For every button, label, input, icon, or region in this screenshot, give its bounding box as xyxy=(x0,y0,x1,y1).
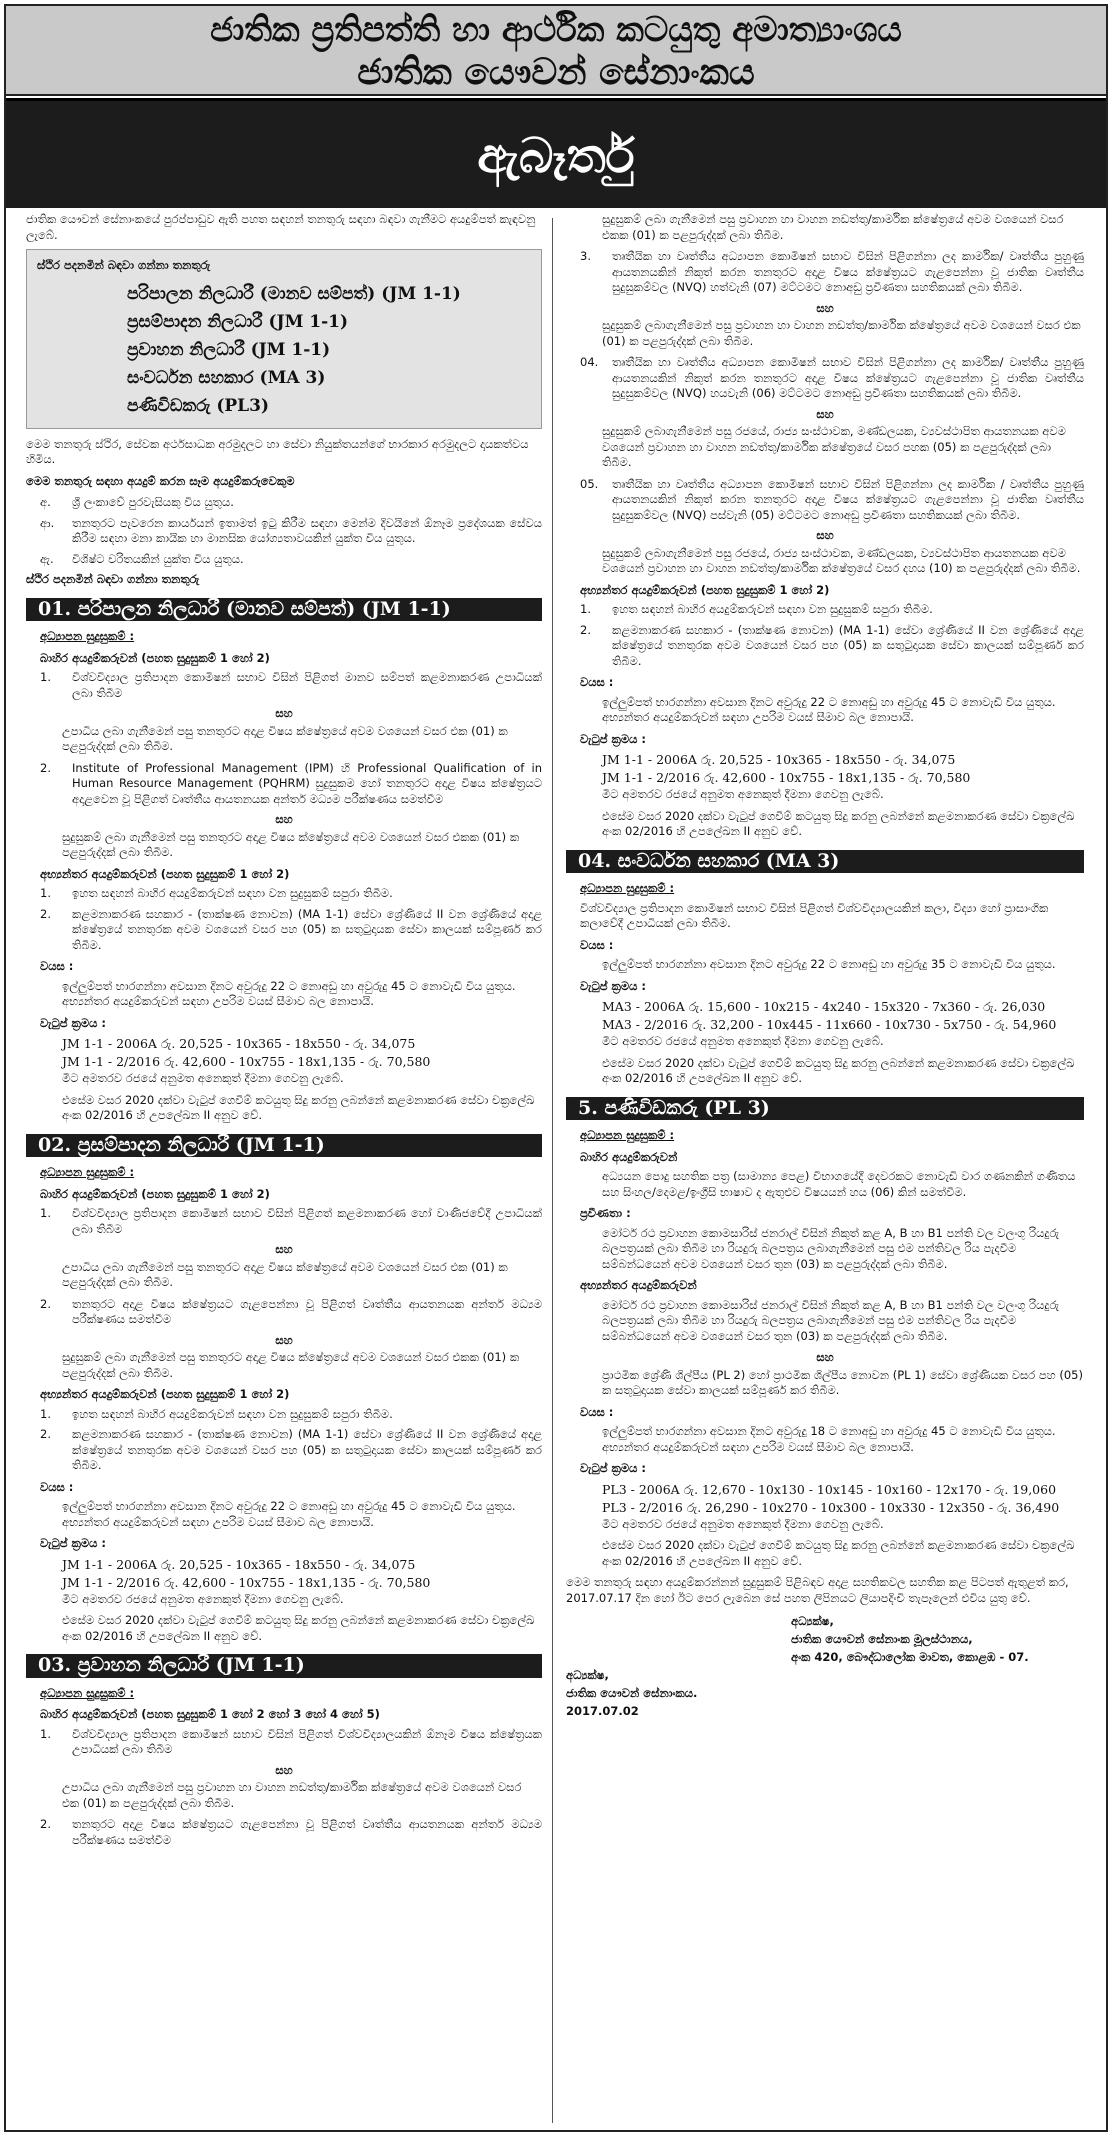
qualification-extra: සුදුසුකම් ලබාගැනීමෙන් පසු රජයේ, රාජ්‍ය සංස්ථාවක, මණ්ඩලයක, ව්‍යවස්ථාපිත ආයතනයක අවම වශයෙන් ප්‍රවාහන හා වාහන නඩත්තු/කාර්මික ක්ෂේත්‍රයේ වසර දහය (10) ක පළපුරුද්දක් ලබා තිබීම. xyxy=(602,545,1081,575)
proficiency-text: මෝටර් රථ ප්‍රවාහන කොමසාරිස් ජනරාල් විසින් නිකුත් කළ A, B හා B1 පන්ති වල වලංගු රියදුරු බලපත්‍රයක් ලබා තිබීම හා රියදුරු බලපත්‍රය ලබාගැනීමෙන් පසු එම පන්තිවල රිය පැදවීම සම්බන්ධයෙන් අවම වශයෙන් වසර තුන (03) ක පළපුරුද්දක් ලබා තිබීම. xyxy=(602,1225,1060,1271)
council-title: ජාතික යෞවන් සේනාංකය xyxy=(357,51,755,93)
notice-title: ඇබෑර්තු xyxy=(6,98,1106,208)
post-item: ප්‍රවාහන නිලධාරී (JM 1-1) xyxy=(127,339,331,360)
post-item: ප්‍රසම්පාදන නිලධාරී (JM 1-1) xyxy=(127,311,349,332)
salary-note: එසේම වසර 2020 දක්වා වැටුප් ගෙවීම් කටයුතු සිදු කරනු ලබන්නේ කළමනාකරණ සේවා චක්‍රලේඛ අංක 02/2016 හි උපලේඛන II අනුව වේ. xyxy=(602,808,1075,838)
address-line: ජාතික යෞවන් සේනාංක මූලස්ථානය, xyxy=(791,1632,973,1646)
salary-heading: වැටුප් ක්‍රමය : xyxy=(40,1536,107,1550)
internal-item: 1. ඉහත සඳහන් බාහිර අයදුම්කරුවන් සඳහා වන සුදුසුකම් සපුරා තිබීම. xyxy=(40,886,393,900)
salary-line: JM 1-1 - 2006A රු. 20,525 - 10x365 - 18x550 - රු. 34,075 xyxy=(62,1036,416,1051)
signature-title: අධ්‍යක්ෂ, xyxy=(566,1668,609,1682)
salary-note: මීට අමතරව රජයේ අනුමත අනෙකුත් දීමනා ගෙවනු ලැබේ. xyxy=(602,1516,884,1531)
post-item: සංවර්ධන සහකාර (MA 3) xyxy=(127,367,326,388)
internal-heading: අභ්‍යන්තර අයදුම්කරුවන් (පහත සුදුසුකම් 1 හෝ 2) xyxy=(40,866,290,881)
signature-block xyxy=(566,1666,1084,1720)
age-text: ඉල්ලුම්පත් භාරගන්නා අවසාන දිනට අවුරුදු 22 ට නොඅඩු හා අවුරුදු 45 ට නොවැඩි විය යුතුය. අභ්‍යන්තර අයදුම්කරුවන් සඳහා උපරිම වයස් සීමාව බල නොපායි. xyxy=(602,694,1056,724)
salary-heading: වැටුප් ක්‍රමය : xyxy=(40,1015,107,1030)
salary-line: JM 1-1 - 2/2016 රු. 42,600 - 10x755 - 18x1,135 - රු. 70,580 xyxy=(62,1574,431,1590)
age-heading: වයස : xyxy=(580,675,614,689)
age-text: ඉල්ලුම්පත් භාරගන්නා අවසාන දිනට අවුරුදු 22 ට නොඅඩු හා අවුරුදු 35 ට නොවැඩි විය යුතුය. xyxy=(602,957,1056,971)
age-text: ඉල්ලුම්පත් භාරගන්නා අවසාන දිනට අවුරුදු 22 ට නොඅඩු හා අවුරුදු 45 ට නොවැඩි විය යුතුය. අභ්‍යන්තර අයදුම්කරුවන් සඳහා උපරිම වයස් සීමාව බල නොපායි. xyxy=(62,1499,516,1529)
and-label: සහ xyxy=(275,1242,293,1256)
age-text: ඉල්ලුම්පත් භාරගන්නා අවසාන දිනට අවුරුදු 22 ට නොඅඩු හා අවුරුදු 45 ට නොවැඩි විය යුතුය. අභ්‍යන්තර අයදුම්කරුවන් සඳහා උපරිම වයස් සීමාව බල නොපායි. xyxy=(62,978,516,1008)
age-heading: වයස : xyxy=(580,1404,614,1419)
closing-text: මෙම තනතුරු සඳහා අයදුම්කරන්නන් සුදුසුකම් පිළිබඳව අදාළ සහතිකවල සහතික කළ පිටපත් ඇතුළත් කර, 2017.07.17 දින හෝ ඊට පෙර ලැබෙන සේ පහත ලිපිනයට ලියාපදිංචි තැපෑලෙන් එවිය යුතු වේ. xyxy=(566,1575,1069,1605)
section-1-title: 01. පරිපාලන නිලධාරී (මානව සම්පත්) (JM 1-1) xyxy=(26,598,542,622)
intro-text: ජාතික යෞවන් සේනාංකයේ පුරප්පාඩුව ඇති පහත සඳහන් තනතුරු සඳහා බඳවා ගැනීමට අයදුම්පත් කැඳවනු ලැබේ. xyxy=(26,212,536,242)
external-heading: බාහිර අයදුම්කරුවන් (පහත සුදුසුකම් 1 හෝ 2) xyxy=(40,1186,270,1201)
qualification-extra: සුදුසුකම් ලබා ගැනීමෙන් පසු තනතුරට අදාළ විෂය ක්ෂේත්‍රයේ අවම වශයෙන් වසර එකක (01) ක පළපුරුද්දක් ලබා තිබීම. xyxy=(62,829,520,859)
salary-note: එසේම වසර 2020 දක්වා වැටුප් ගෙවීම් කටයුතු සිදු කරනු ලබන්නේ කළමනාකරණ සේවා චක්‍රලේඛ අංක 02/2016 හි උපලේඛන II අනුව වේ. xyxy=(602,1538,1075,1568)
salary-note: මීට අමතරව රජයේ අනුමත අනෙකුත් දීමනා ගෙවනු ලැබේ. xyxy=(62,1591,344,1606)
notice-banner xyxy=(6,98,1106,208)
qualification-extra: උපාධිය ලබා ගැනීමෙන් පසු ප්‍රවාහන හා වාහන නඩත්තු/කාර්මික ක්ෂේත්‍රයේ අවම වශයෙන් වසර එක (01) ක පළපුරුද්දක් ලබා තිබීම. xyxy=(62,1780,522,1810)
advertisement-page xyxy=(4,4,1108,2132)
general-item: ඇ. විශිෂ්ට චරිතයකින් යුක්ත විය යුතුය. xyxy=(40,551,244,566)
content xyxy=(6,212,1106,2132)
address-line: අධ්‍යක්ෂ, xyxy=(791,1614,834,1628)
salary-heading: වැටුප් ක්‍රමය : xyxy=(580,731,647,746)
external-text: අධ්‍යයන පොදු සහතික පත්‍ර (සාමාන්‍ය පෙළ) විභාගයේදී දෙවරකට නොවැඩි වාර ගණනකින් ගණිතය සහ සිංහල/දෙමළ/ඉංග්‍රීසි භාෂාව ද ඇතුළුව විෂයයන් හය (06) කින් සමත්වීම. xyxy=(602,1169,1076,1199)
qualification-item: 2. තනතුරට අදාළ විෂය ක්ෂේත්‍රයට ගැළපෙන්නා වූ පිළිගත් වෘත්තීය ආයතනයක අන්තර් මධ්‍යම පරීක්ෂණය සමත්වීම xyxy=(40,1817,542,1847)
qualification-extra: සුදුසුකම් ලබා ගැනීමෙන් පසු ප්‍රවාහන හා වාහන නඩත්තු/කාර්මික ක්ෂේත්‍රයේ අවම වශයෙන් වසර එකක (01) ක පළපුරුද්දක් ලබා තිබීම. xyxy=(602,212,1064,242)
proficiency-heading: ප්‍රවීණතා : xyxy=(580,1206,631,1220)
and-label: සහ xyxy=(816,528,834,542)
salary-note: මීට අමතරව රජයේ අනුමත අනෙකුත් දීමනා ගෙවනු ලැබේ. xyxy=(62,1071,344,1085)
salary-note: මීට අමතරව රජයේ අනුමත අනෙකුත් දීමනා ගෙවනු ලැබේ. xyxy=(602,787,884,801)
age-heading: වයස : xyxy=(40,1479,74,1494)
salary-heading: වැටුප් ක්‍රමය : xyxy=(580,1461,647,1475)
internal-text: ප්‍රාථමික ශ්‍රේණි ශිල්පීය (PL 2) හෝ ප්‍රාථමික ශිල්පීය නොවන (PL 1) සේවා ශ්‍රේණියක වසර පහ (05) ක සතුටුදායක සේවා කාලයක් සම්පූර්ණ කර තිබීම. xyxy=(602,1367,1083,1397)
salary-note: මීට අමතරව රජයේ අනුමත අනෙකුත් දීමනා ගෙවනු ලැබේ. xyxy=(602,1034,884,1048)
and-label: සහ xyxy=(275,1332,293,1347)
external-heading: බාහිර අයදුම්කරුවන් (පහත සුදුසුකම් 1 හෝ 2 හෝ 3 හෝ 4 හෝ 5) xyxy=(40,1707,380,1721)
salary-line: JM 1-1 - 2/2016 රු. 42,600 - 10x755 - 18x1,135 - රු. 70,580 xyxy=(602,770,971,785)
column-divider xyxy=(552,218,553,2123)
and-label: සහ xyxy=(816,1350,834,1364)
age-text: ඉල්ලුම්පත් භාරගන්නා අවසාන දිනට අවුරුදු 18 ට නොඅඩු හා අවුරුදු 45 ට නොවැඩි විය යුතුය. අභ්‍යන්තර අයදුම්කරුවන් සඳහා උපරිම වයස් සීමාව බල නොපායි. xyxy=(602,1424,1056,1454)
education-heading: අධ්‍යාපන සුදුසුකම් : xyxy=(580,881,675,895)
qualification-extra: සුදුසුකම් ලබා ගැනීමෙන් පසු තනතුරට අදාළ විෂය ක්ෂේත්‍රයේ අවම වශයෙන් වසර එකක (01) ක පළපුරුද්දක් ලබා තිබීම. xyxy=(62,1350,520,1380)
salary-line: MA3 - 2/2016 රු. 32,200 - 10x445 - 11x660 - 10x730 - 5x750 - රු. 54,960 xyxy=(602,1017,1057,1032)
education-heading: අධ්‍යාපන සුදුසුකම් : xyxy=(40,629,135,643)
section-5-title: 5. පණිවිඩකරු (PL 3) xyxy=(566,1097,1084,1121)
qualification-item: 3. තෘතීයික හා වෘත්තීය අධ්‍යාපන කොමිෂන් සභාව විසින් පිළිගන්නා ලද කාර්මික/ වෘත්තීය පුහුණු ආයතනයකින් නිකුත් කරන තනතුරට අදාළ විෂය ක්ෂේත්‍රයට ගැළපෙන්නා වූ ජාතික වෘත්තීය සුදුසුකම්වල (NVQ) හත්වැනි (07) මට්ටමට නොඅඩු ප්‍රවීණතා සහතිකයක් ලබා තිබීම. xyxy=(580,249,1084,294)
education-heading: අධ්‍යාපන සුදුසුකම් : xyxy=(580,1128,675,1142)
external-heading: බාහිර අයදුම්කරුවන් (පහත සුදුසුකම් 1 හෝ 2) xyxy=(40,650,270,665)
post-list-heading: ස්ථිර පදනමින් බඳවා ගන්නා තනතුරු xyxy=(37,258,211,272)
external-heading: බාහිර අයදුම්කරුවන් xyxy=(580,1149,678,1164)
general-item: අ. ශ්‍රී ලංකාවේ පුරවැසියකු විය යුතුය. xyxy=(40,495,234,509)
section-4-title: 04. සංවර්ධන සහකාර (MA 3) xyxy=(566,850,1084,874)
internal-item: 2. කළමනාකරණ සහකාර - (තාක්ෂණ නොවන) (MA 1-1) සේවා ශ්‍රේණියේ II වන ශ්‍රේණියේ අදාළ ක්ෂේත්‍රයේ තනතුරක අවම වශයෙන් වසර පහ (05) ක සතුටුදායක සේවා කාලයක් සම්පූර්ණ කර තිබීම. xyxy=(40,1427,542,1472)
salary-line: JM 1-1 - 2006A රු. 20,525 - 10x365 - 18x550 - රු. 34,075 xyxy=(602,752,956,767)
and-label: සහ xyxy=(275,706,293,720)
internal-item: 1. ඉහත සඳහන් බාහිර අයදුම්කරුවන් සඳහා වන සුදුසුකම් සපුරා තිබීම. xyxy=(40,1406,393,1421)
education-heading: අධ්‍යාපන සුදුසුකම් : xyxy=(40,1165,135,1179)
qualification-item: 05. තෘතීයික හා වෘත්තීය අධ්‍යාපන කොමිෂන් සභාව විසින් පිළිගන්නා ලද කාර්මික / වෘත්තීය පුහුණු ආයතනයකින් නිකුත් කරන තනතුරට අදාළ විෂය ක්ෂේත්‍රයට ගැළපෙන්නා වූ ජාතික වෘත්තීය සුදුසුකම්වල (NVQ) පස්වැනි (05) මට්ටමට නොඅඩු ප්‍රවීණතා සහතිකයක් ලබා තිබීම. xyxy=(580,476,1084,522)
permanent-heading: ස්ථිර පදනමින් බඳවා ගන්නා තනතුරු xyxy=(26,572,200,586)
and-label: සහ xyxy=(275,1762,293,1777)
age-heading: වයස : xyxy=(40,959,74,973)
qualification-extra: සුදුසුකම් ලබාගැනීමෙන් පසු රජයේ, රාජ්‍ය සංස්ථාවක, මණ්ඩලයක, ව්‍යවස්ථාපිත ආයතනයක අවම වශයෙන් ප්‍රවාහන හා වාහන නඩත්තු/කාර්මික ක්ෂේත්‍රයේ වසර පහක (05) ක පළපුරුද්දක් ලබා තිබීම. xyxy=(602,424,1066,469)
internal-heading: අභ්‍යන්තර අයදුම්කරුවන් xyxy=(580,1278,697,1292)
and-label: සහ xyxy=(816,300,834,315)
salary-line: PL3 - 2006A රු. 12,670 - 10x130 - 10x145 - 10x160 - 12x170 - රු. 19,060 xyxy=(602,1481,1057,1497)
right-column xyxy=(566,212,1084,1720)
qualification-item: 1. විශ්වවිද්‍යාල ප්‍රතිපාදන කොමිෂන් සභාව විසින් පිළිගත් මානව සම්පත් කළමනාකරණ උපාධියක් ලබා තිබීම xyxy=(40,670,542,700)
qualification-item: 04. තෘතීයික හා වෘත්තීය අධ්‍යාපන කොමිෂන් සභාව විසින් පිළිගන්නා ලද කාර්මික/ වෘත්තීය පුහුණු ආයතනයකින් නිකුත් කරන තනතුරට අදාළ විෂය ක්ෂේත්‍රයට ගැළපෙන්නා වූ ජාතික වෘත්තීය සුදුසුකම්වල (NVQ) හයවැනි (06) මට්ටමට නොඅඩු ප්‍රවීණතා සහතිකයක් ලබා තිබීම. xyxy=(580,355,1084,400)
qualification-extra: උපාධිය ලබා ගැනීමෙන් පසු තනතුරට අදාළ විෂය ක්ෂේත්‍රයේ අවම වශයෙන් වසර එක (01) ක පළපුරුද්දක් ලබා තිබීම. xyxy=(62,723,508,753)
address-line: අංක 420, බෞද්ධාලෝක මාවත, කොළඹ - 07. xyxy=(791,1650,1029,1664)
internal-heading: අභ්‍යන්තර අයදුම්කරුවන් (පහත සුදුසුකම් 1 හෝ 2) xyxy=(580,582,830,597)
section-2-title: 02. ප්‍රසම්පාදන නිලධාරී (JM 1-1) xyxy=(26,1134,542,1158)
internal-text: මෝටර් රථ ප්‍රවාහන කොමසාරිස් ජනරාල් විසින් නිකුත් කළ A, B හා B1 පන්ති වල වලංගු රියදුරු බලපත්‍රයක් ලබා තිබීම හා රියදුරු බලපත්‍රය ලබාගැනීමෙන් පසු එම පන්තිවල රිය පැදවීම සම්බන්ධයෙන් අවම වශයෙන් වසර තුන (03) ක පළපුරුද්දක් ලබා තිබීම. xyxy=(602,1297,1060,1343)
salary-note: එසේම වසර 2020 දක්වා වැටුප් ගෙවීම් කටයුතු සිදු කරනු ලබන්නේ කළමනාකරණ සේවා චක්‍රලේඛ අංක 02/2016 හි උපලේඛන II අනුව වේ. xyxy=(62,1092,535,1122)
salary-line: JM 1-1 - 2/2016 රු. 42,600 - 10x755 - 18x1,135 - රු. 70,580 xyxy=(62,1054,431,1069)
salary-line: PL3 - 2/2016 රු. 26,290 - 10x270 - 10x300 - 10x330 - 12x350 - රු. 36,490 xyxy=(602,1499,1060,1515)
internal-item: 1. ඉහත සඳහන් බාහිර අයදුම්කරුවන් සඳහා වන සුදුසුකම් සපුරා තිබීම. xyxy=(580,602,933,616)
and-label: සහ xyxy=(275,812,293,826)
qualification-item: 1. විශ්වවිද්‍යාල ප්‍රතිපාදන කොමිෂන් සභාව විසින් පිළිගත් කළමනාකරණ හෝ වාණිජවේදී උපාධියක් ලබා තිබීම xyxy=(40,1206,542,1236)
permanent-note: මෙම තනතුරු ස්ථිර, සේවක අර්ථසාධක අරමුදලට හා සේවා නියුක්තයන්ගේ භාරකාර අරමුදලට දායකත්වය හිමිය. xyxy=(26,436,529,466)
salary-heading: වැටුප් ක්‍රමය : xyxy=(580,978,647,993)
qualification-extra: උපාධිය ලබා ගැනීමෙන් පසු තනතුරට අදාළ විෂය ක්ෂේත්‍රයේ අවම වශයෙන් වසර එක (01) ක පළපුරුද්දක් ලබා තිබීම. xyxy=(62,1259,508,1289)
notice-date: 2017.07.02 xyxy=(566,1704,639,1718)
post-item: පරිපාලන නිලධාරී (මානව සම්පත්) (JM 1-1) xyxy=(127,283,461,304)
general-requirements-heading: මෙම තනතුරු සඳහා අයදුම් කරන සෑම අයදුම්කරුවෙකුම xyxy=(26,473,295,488)
qualification-extra: සුදුසුකම් ලබාගැනීමෙන් පසු ප්‍රවාහන හා වාහන නඩත්තු/කාර්මික ක්ෂේත්‍රයේ අවම වශයෙන් වසර එක (01) ක පළපුරුද්දක් ලබා තිබීම. xyxy=(602,318,1081,348)
salary-note: එසේම වසර 2020 දක්වා වැටුප් ගෙවීම් කටයුතු සිදු කරනු ලබන්නේ කළමනාකරණ සේවා චක්‍රලේඛ අංක 02/2016 හි උපලේඛන II අනුව වේ. xyxy=(602,1055,1075,1085)
signature-org: ජාතික යෞවන් සේනාංකය. xyxy=(566,1686,698,1700)
internal-heading: අභ්‍යන්තර අයදුම්කරුවන් (පහත සුදුසුකම් 1 හෝ 2) xyxy=(40,1387,290,1401)
age-heading: වයස : xyxy=(580,937,614,952)
salary-line: MA3 - 2006A රු. 15,600 - 10x215 - 4x240 - 15x320 - 7x360 - රු. 26,030 xyxy=(602,999,1046,1014)
section-3-title: 03. ප්‍රවාහන නිලධාරී (JM 1-1) xyxy=(26,1654,542,1678)
education-heading: අධ්‍යාපන සුදුසුකම් : xyxy=(40,1685,135,1700)
qualification-item: 2. තනතුරට අදාළ විෂය ක්ෂේත්‍රයට ගැළපෙන්නා වූ පිළිගත් වෘත්තීය ආයතනයක අන්තර් මධ්‍යම පරීක්ෂණය සමත්වීම xyxy=(40,1296,542,1326)
post-list xyxy=(37,280,531,420)
salary-line: JM 1-1 - 2006A රු. 20,525 - 10x365 - 18x550 - රු. 34,075 xyxy=(62,1556,416,1572)
ministry-title: ජාතික ප්‍රතිපත්ති හා ආර්ථික කටයුතු අමාත්‍යාංශය xyxy=(210,10,902,50)
internal-item: 2. කළමනාකරණ සහකාර - (තාක්ෂණ නොවන) (MA 1-1) සේවා ශ්‍රේණියේ II වන ශ්‍රේණියේ අදාළ ක්ෂේත්‍රයේ තනතුරක අවම වශයෙන් වසර පහ (05) ක සතුටුදායක සේවා කාලයක් සම්පූර්ණ කර තිබීම. xyxy=(40,906,542,952)
qualification-item: 2. Institute of Professional Management (IPM) හි Professional Qualification of in Human Resource Management (PQHRM) සුදුසුකම හෝ තනතුරට අදාළ විෂය ක්ෂේත්‍රයට අදාළවෙන වූ පිළිගත් වෘත්තීය ආයතනයක අන්තර් මධ්‍යම පරීක්ෂණය සමත්වීම xyxy=(40,760,542,806)
internal-item: 2. කළමනාකරණ සහකාර - (තාක්ෂණ නොවන) (MA 1-1) සේවා ශ්‍රේණියේ II වන ශ්‍රේණියේ අදාළ ක්ෂේත්‍රයේ තනතුරක අවම වශයෙන් වසර පහ (05) ක සතුටුදායක සේවා කාලයක් සම්පූර්ණ කර තිබීම. xyxy=(580,622,1084,668)
education-text: විශ්වවිද්‍යාල ප්‍රතිපාදන කොමිෂන් සභාව විසින් පිළිගත් විශ්වවිද්‍යාලයකින් කලා, විද්‍යා හෝ ප්‍රාසාංගික කලාවේදී උපාධියක් ලබා තිබීම. xyxy=(580,900,1049,930)
header xyxy=(6,6,1106,96)
post-list-box xyxy=(26,249,542,429)
qualification-item: 1. විශ්වවිද්‍යාල ප්‍රතිපාදන කොමිෂන් සභාව විසින් පිළිගත් විශ්වවිද්‍යාලයකින් ඕනෑම විෂය ක්ෂේත්‍රයක උපාධියක් ලබා තිබීම xyxy=(40,1726,542,1756)
general-item: ආ. තනතුරට පැවරෙන කාර්යයන් ඉතාමත් ඉටු කිරීම සඳහා මෙන්ම දිවයිනේ ඕනෑම ප්‍රදේශයක සේවය කිරීම සඳහා මනා කායික හා මානසික යෝග්‍යතාවයකින් යුක්ත විය යුතුය. xyxy=(40,515,542,545)
address-block xyxy=(566,1612,1084,1666)
salary-note: එසේම වසර 2020 දක්වා වැටුප් ගෙවීම් කටයුතු සිදු කරනු ලබන්නේ කළමනාකරණ සේවා චක්‍රලේඛ අංක 02/2016 හි උපලේඛන II අනුව වේ. xyxy=(62,1613,535,1643)
and-label: සහ xyxy=(816,406,834,421)
post-item: පණිවිඩකරු (PL3) xyxy=(127,395,270,416)
left-column xyxy=(26,212,542,1853)
